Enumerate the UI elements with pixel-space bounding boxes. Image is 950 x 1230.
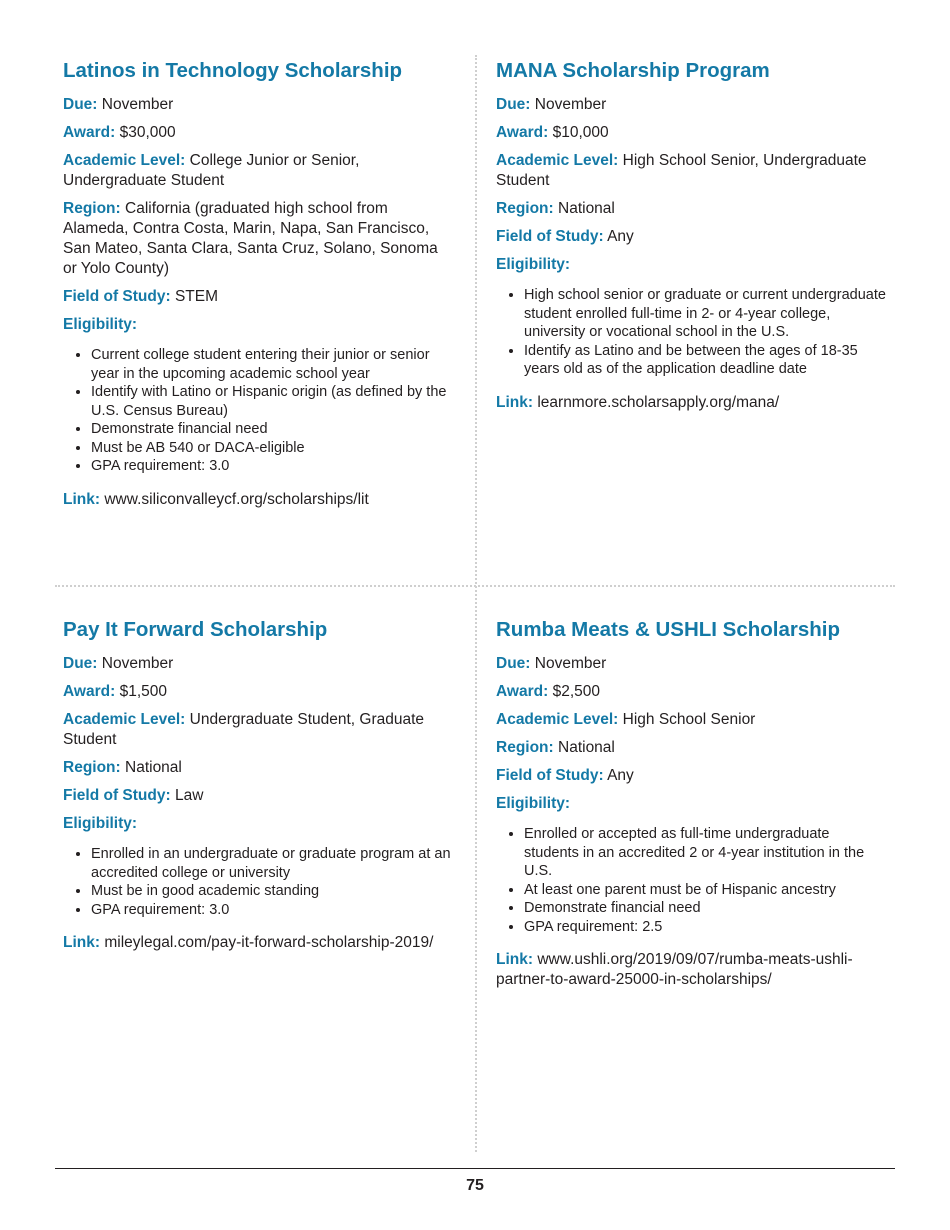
page-number: 75 (466, 1177, 484, 1194)
award-field (496, 682, 886, 702)
eligibility-item: • GPA requirement: 3.0 (91, 901, 453, 920)
field-of-study-label: Field of Study: (63, 787, 171, 804)
scholarship-card-mana (496, 58, 886, 421)
link-url[interactable]: mileylegal.com/pay-it-forward-scholarship-2019/ (104, 934, 434, 951)
award-value: $10,000 (552, 124, 609, 141)
award-field (63, 123, 453, 143)
due-label: Due: (63, 655, 98, 672)
award-field (496, 123, 886, 143)
field-of-study-field (63, 786, 453, 806)
region-field (496, 738, 886, 758)
academic-level-field (63, 151, 453, 191)
eligibility-item: • Enrolled in an undergraduate or graduate program at an accredited college or university (91, 845, 453, 882)
scholarship-card-rumba-meats-ushli (496, 617, 886, 998)
due-label: Due: (496, 96, 531, 113)
eligibility-label: Eligibility: (63, 815, 138, 832)
region-field (496, 199, 886, 219)
award-label: Award: (496, 124, 549, 141)
due-label: Due: (63, 96, 98, 113)
award-label: Award: (496, 683, 549, 700)
award-label: Award: (63, 683, 116, 700)
field-of-study-value: Any (607, 767, 634, 784)
region-label: Region: (496, 739, 554, 756)
award-value: $1,500 (119, 683, 167, 700)
award-field (63, 682, 453, 702)
scholarship-title: MANA Scholarship Program (496, 59, 770, 82)
region-label: Region: (63, 200, 121, 217)
eligibility-item: • Demonstrate financial need (524, 899, 886, 918)
field-of-study-field (63, 287, 453, 307)
region-value: National (558, 200, 615, 217)
link-url[interactable]: learnmore.scholarsapply.org/mana/ (537, 393, 780, 411)
link-label: Link: (496, 951, 534, 968)
due-field (63, 654, 453, 674)
award-value: $30,000 (119, 124, 176, 141)
eligibility-item: • Must be in good academic standing (91, 882, 453, 901)
eligibility-list (496, 286, 886, 379)
due-field (63, 95, 453, 115)
award-value: $2,500 (552, 683, 600, 700)
link-field (496, 950, 886, 990)
eligibility-label: Eligibility: (496, 795, 571, 812)
due-field (496, 654, 886, 674)
academic-level-field (63, 710, 453, 750)
academic-level-value: College Junior or Senior, Undergraduate Student (63, 152, 360, 189)
region-value: National (558, 739, 615, 756)
due-value: November (534, 96, 607, 113)
region-value: National (125, 759, 182, 776)
field-of-study-label: Field of Study: (496, 767, 604, 784)
eligibility-list (63, 845, 453, 919)
eligibility-item: • Identify as Latino and be between the ages of 18-35 years old as of the application deadline date (524, 342, 886, 379)
due-label: Due: (496, 655, 531, 672)
field-of-study-label: Field of Study: (63, 288, 171, 305)
eligibility-item: • Current college student entering their junior or senior year in the upcoming academic school year (91, 346, 453, 383)
region-field (63, 758, 453, 778)
link-field (63, 490, 453, 510)
eligibility-item: • Must be AB 540 or DACA-eligible (91, 439, 453, 458)
academic-level-value: High School Senior (622, 711, 756, 728)
field-of-study-value: Any (607, 228, 634, 245)
field-of-study-field (496, 766, 886, 786)
due-field (496, 95, 886, 115)
link-label: Link: (496, 393, 534, 411)
region-field (63, 199, 453, 279)
eligibility-label: Eligibility: (63, 316, 138, 333)
link-field (496, 393, 886, 413)
eligibility-list (496, 825, 886, 936)
academic-level-label: Academic Level: (496, 152, 619, 169)
eligibility-item: • Demonstrate financial need (91, 420, 453, 439)
link-label: Link: (63, 490, 101, 508)
academic-level-field (496, 151, 886, 191)
field-of-study-field (496, 227, 886, 247)
eligibility-item: • At least one parent must be of Hispanic ancestry (524, 881, 886, 900)
link-label: Link: (63, 934, 101, 951)
due-value: November (534, 655, 607, 672)
eligibility-item: • GPA requirement: 2.5 (524, 918, 886, 937)
footer-rule (55, 1168, 895, 1169)
field-of-study-label: Field of Study: (496, 228, 604, 245)
due-value: November (101, 96, 174, 113)
row-divider (55, 585, 895, 587)
eligibility-item: • High school senior or graduate or current undergraduate student enrolled full-time in 2- or 4-year college, university or vocational school in the U.S. (524, 286, 886, 342)
eligibility-list (63, 346, 453, 476)
award-label: Award: (63, 124, 116, 141)
scholarship-card-latinos-in-technology (63, 58, 453, 518)
eligibility-item: • GPA requirement: 3.0 (91, 457, 453, 476)
column-divider (475, 55, 477, 1152)
academic-level-label: Academic Level: (63, 711, 186, 728)
academic-level-label: Academic Level: (63, 152, 186, 169)
eligibility-item: • Identify with Latino or Hispanic origin (as defined by the U.S. Census Bureau) (91, 383, 453, 420)
scholarship-card-pay-it-forward (63, 617, 453, 961)
due-value: November (101, 655, 174, 672)
link-url[interactable]: www.ushli.org/2019/09/07/rumba-meats-ushli-partner-to-award-25000-in-scholarships/ (496, 951, 853, 988)
link-field (63, 933, 453, 953)
field-of-study-value: Law (174, 787, 204, 804)
eligibility-label: Eligibility: (496, 256, 571, 273)
academic-level-label: Academic Level: (496, 711, 619, 728)
eligibility-item: • Enrolled or accepted as full-time undergraduate students in an accredited 2 or 4-year institution in the U.S. (524, 825, 886, 881)
scholarship-title: Latinos in Technology Scholarship (63, 59, 403, 82)
region-label: Region: (63, 759, 121, 776)
academic-level-value: Undergraduate Student, Graduate Student (63, 711, 425, 748)
link-url[interactable]: www.siliconvalleycf.org/scholarships/lit (104, 490, 369, 508)
scholarship-title: Pay It Forward Scholarship (63, 618, 328, 641)
field-of-study-value: STEM (174, 288, 219, 305)
academic-level-field (496, 710, 886, 730)
academic-level-value: High School Senior, Undergraduate Student (496, 152, 867, 189)
scholarship-title: Rumba Meats & USHLI Scholarship (496, 618, 841, 641)
region-label: Region: (496, 200, 554, 217)
region-value: California (graduated high school from Alameda, Contra Costa, Marin, Napa, San Francisco, San Mateo, Santa Clara, Santa Cruz, Solano, Sonoma or Yolo County) (63, 200, 438, 277)
